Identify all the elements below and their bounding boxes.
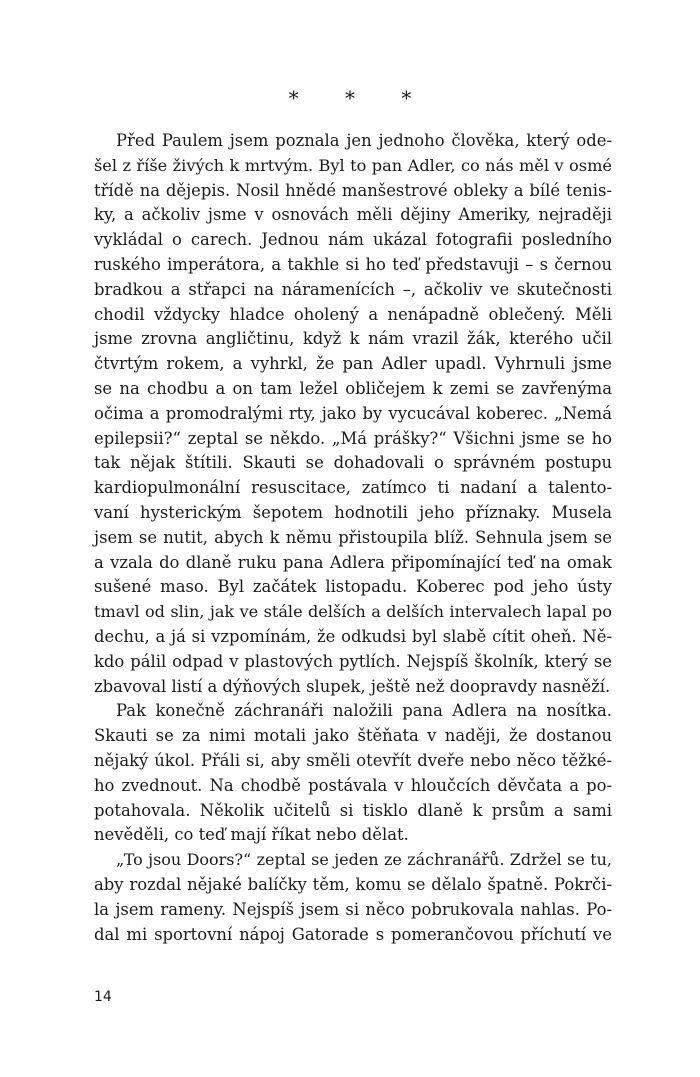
text-line: „To jsou Doors?“ zeptal se jeden ze záchranářů. Zdržel se tu, [116, 850, 612, 870]
text-line: epilepsii?“ zeptal se někdo. „Má prášky?“ Všichni jsme se ho [94, 428, 612, 448]
text-line: jsme zrovna angličtinu, když k nám vrazil žák, kterého učil [94, 329, 612, 349]
text-line: sušené maso. Byl začátek listopadu. Koberec pod jeho ústy [94, 577, 612, 597]
section-separator: * * * [288, 86, 432, 110]
text-line: Před Paulem jsem poznala jen jednoho člověka, který ode- [116, 131, 612, 150]
body-text [94, 129, 612, 947]
text-line: tak nějak štítili. Skauti se dohadovali o správném postupu [94, 453, 612, 473]
text-line: dal mi sportovní nápoj Gatorade s pomerančovou příchutí ve [94, 924, 612, 944]
text-line: potahovala. Několik učitelů si tisklo dlaně k prsům a sami [94, 800, 612, 820]
text-line: dechu, a já si vzpomínám, že odkudsi byl slabě cítit oheň. Ně- [94, 626, 612, 646]
text-line: a vzala do dlaně ruku pana Adlera připomínající teď na omak [94, 552, 612, 572]
text-line: kardiopulmonální resuscitace, zatímco ti nadaní a talento- [94, 478, 612, 498]
text-line: kdo pálil odpad v plastových pytlích. Nejspíš školník, který se [94, 651, 612, 671]
text-line: ho zvednout. Na chodbě postávala v hloučcích děvčata a po- [94, 775, 612, 795]
text-line: zbavoval listí a dýňových slupek, ještě než doopravdy nasněží. [94, 676, 611, 696]
text-line: chodil vždycky hladce oholený a nenápadně oblečený. Měli [94, 304, 612, 324]
text-line: la jsem rameny. Nejspíš jsem si něco pobrukovala nahlas. Po- [94, 899, 612, 919]
text-line: aby rozdal nějaké balíčky těm, komu se dělalo špatně. Pokrči- [94, 874, 612, 894]
text-line: třídě na dějepis. Nosil hnědé manšestrové obleky a bílé tenis- [94, 180, 612, 200]
text-line: vykládal o carech. Jednou nám ukázal fotografii posledního [94, 230, 612, 250]
text-line: čtvrtým rokem, a vyhrkl, že pan Adler upadl. Vyhrnuli jsme [94, 354, 612, 374]
text-line: bradkou a střapci na náramenících –, ačkoliv ve skutečnosti [94, 279, 612, 299]
text-line: Skauti se za nimi motali jako štěňata v naději, že dostanou [94, 726, 612, 746]
text-line: jsem se nutit, abych k němu přistoupila blíž. Sehnula jsem se [94, 527, 612, 547]
text-line: očima a promodralými rty, jako by vycucával koberec. „Nemá [94, 403, 612, 423]
text-line: tmavl od slin, jak ve stále delších a delších intervalech lapal po [94, 602, 612, 622]
text-line: vaní hysterickým šepotem hodnotili jeho příznaky. Musela [94, 502, 612, 522]
text-line: ky, a ačkoliv jsme v osnovách měli dějiny Ameriky, nejraději [94, 205, 612, 225]
page-number: 14 [94, 989, 112, 1005]
text-line: se na chodbu a on tam ležel obličejem k zemi se zavřenýma [94, 378, 612, 398]
text-line: Pak konečně záchranáři naložili pana Adlera na nosítka. [116, 701, 612, 721]
text-line: ruského imperátora, a takhle si ho teď představuji – s černou [94, 254, 612, 274]
text-line: nějaký úkol. Přáli si, aby směli otevřít dveře nebo něco těžké- [94, 750, 612, 770]
text-line: nevěděli, co teď mají říkat nebo dělat. [94, 825, 409, 845]
text-line: šel z říše živých k mrtvým. Byl to pan Adler, co nás měl v osmé [94, 155, 612, 175]
